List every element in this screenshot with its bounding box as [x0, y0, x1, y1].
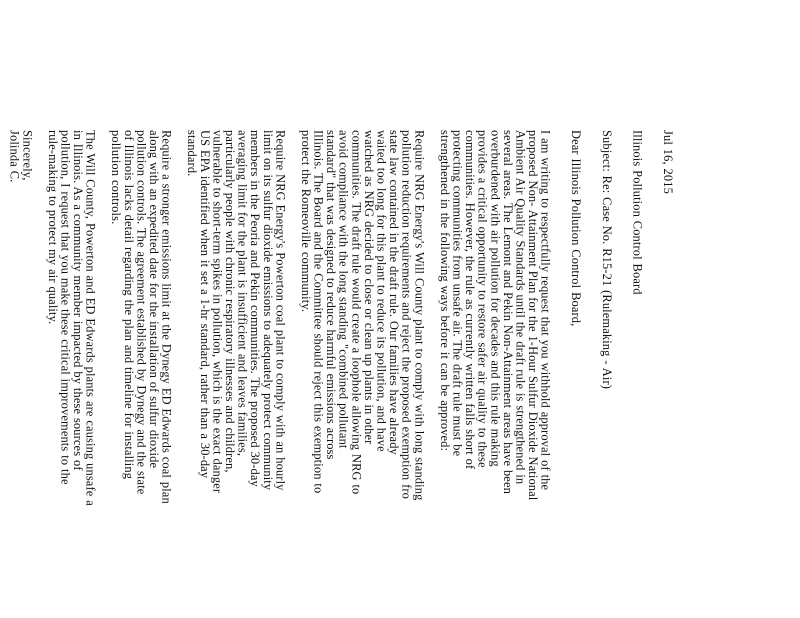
text-line: standard.	[185, 130, 200, 177]
text-line: of Illinois lacks detail regarding the plan and timeline for installing	[121, 130, 136, 480]
text-line: pollution, I request that you make these critical improvements to the	[58, 130, 73, 485]
letter-date: Jul 16, 2015	[661, 130, 675, 194]
text-line: in Illinois. As a community member impacted by these sources of	[71, 130, 86, 471]
paragraph-powerton	[186, 130, 287, 618]
text-line: pollution reduction requirements and reject the proposed exemption fro	[399, 130, 414, 500]
text-line: pollution controls.	[109, 130, 124, 225]
text-line: averaging limit for the plant is insufficient and leaves families,	[235, 130, 250, 457]
letter-closing: Sincerely,	[20, 130, 35, 181]
text-line: several areas. The Lemont and Pekin Non-Attainment areas have been	[500, 130, 515, 494]
text-line: state law contained in the draft rule. Our families have already	[387, 130, 402, 455]
text-line: overburdened with air pollution for decades and this rule making	[488, 130, 503, 467]
letter-subject: Subject: Re: Case No. R15-21 (Rulemaking - Air)	[599, 130, 614, 390]
paragraph-will-county	[299, 130, 425, 618]
text-line: limit on its sulfur dioxide emissions to adequately protect community	[260, 130, 275, 491]
text-line: pollution controls. The agreement established by Dynegy and the state	[134, 130, 149, 495]
text-line: The Will County, Powerton and ED Edwards plants are causing unsafe a	[83, 130, 98, 506]
text-line: avoid compliance with the long standing "combined pollutant	[336, 130, 351, 449]
text-line: communities. However, the rule as currently written falls short of	[463, 130, 478, 470]
paragraph-intro	[438, 130, 551, 618]
text-line: Illinois. The Board and the Committee should reject this exemption to	[311, 130, 326, 494]
text-line: Require NRG Energy's Will County plant to comply with long standing	[412, 130, 427, 501]
text-line: protect the Romeoville community.	[298, 130, 313, 313]
text-line: strengthened in the following ways before it can be approved:	[437, 130, 452, 452]
text-line: vulnerable to short-term spikes in pollution, which is the exact danger	[210, 130, 225, 494]
text-line: waited too long for this plant to reduce its pollution, and have	[374, 130, 389, 452]
text-line: along with an expedited date for the installation of sulfur dioxide	[147, 130, 161, 469]
text-line: standard" that was designed to reduce harmful emissions across	[324, 130, 339, 460]
letter-signature: Jolinda C.	[7, 130, 22, 183]
text-line: Ambient Air Quality Standards until the draft rule is strengthened in	[513, 130, 528, 485]
text-line: I am writing to respectfully request that you withhold approval of the	[538, 130, 553, 491]
text-line: protecting communities from unsafe air. The draft rule must be	[450, 130, 465, 457]
text-line: Require a stronger emissions limit at the Dynegy ED Edwards coal plan	[159, 130, 174, 504]
text-line: proposed Non- Attainment Plan for the 1-Hour Sulfur Dioxide National	[526, 130, 541, 501]
text-line: particularly people with chronic respiratory illnesses and children,	[222, 130, 237, 473]
letter-salutation: Dear Illinois Pollution Control Board,	[569, 130, 584, 327]
text-line: rule-making to protect my air quality.	[45, 130, 60, 325]
text-line: provides a critical opportunity to restore safer air quality to these	[475, 130, 490, 468]
paragraph-ed-edwards	[110, 130, 173, 618]
paragraph-conclusion	[46, 130, 96, 618]
text-line: Require NRG Energy's Powerton coal plant to comply with an hourly	[273, 130, 288, 491]
text-line: US EPA identified when it set a 1-hr standard, rather than a 30-day	[197, 130, 212, 479]
text-line: communities. The draft rule would create a loophole allowing NRG to	[349, 130, 364, 495]
text-line: watched as NRG decided to close or clean up plants in other	[361, 130, 376, 445]
text-line: members in the Peoria and Pekin communities. The proposed 30-day	[248, 130, 263, 487]
letter-recipient: Illinois Pollution Control Board	[630, 130, 645, 295]
rotated-letter-page	[7, 130, 675, 618]
